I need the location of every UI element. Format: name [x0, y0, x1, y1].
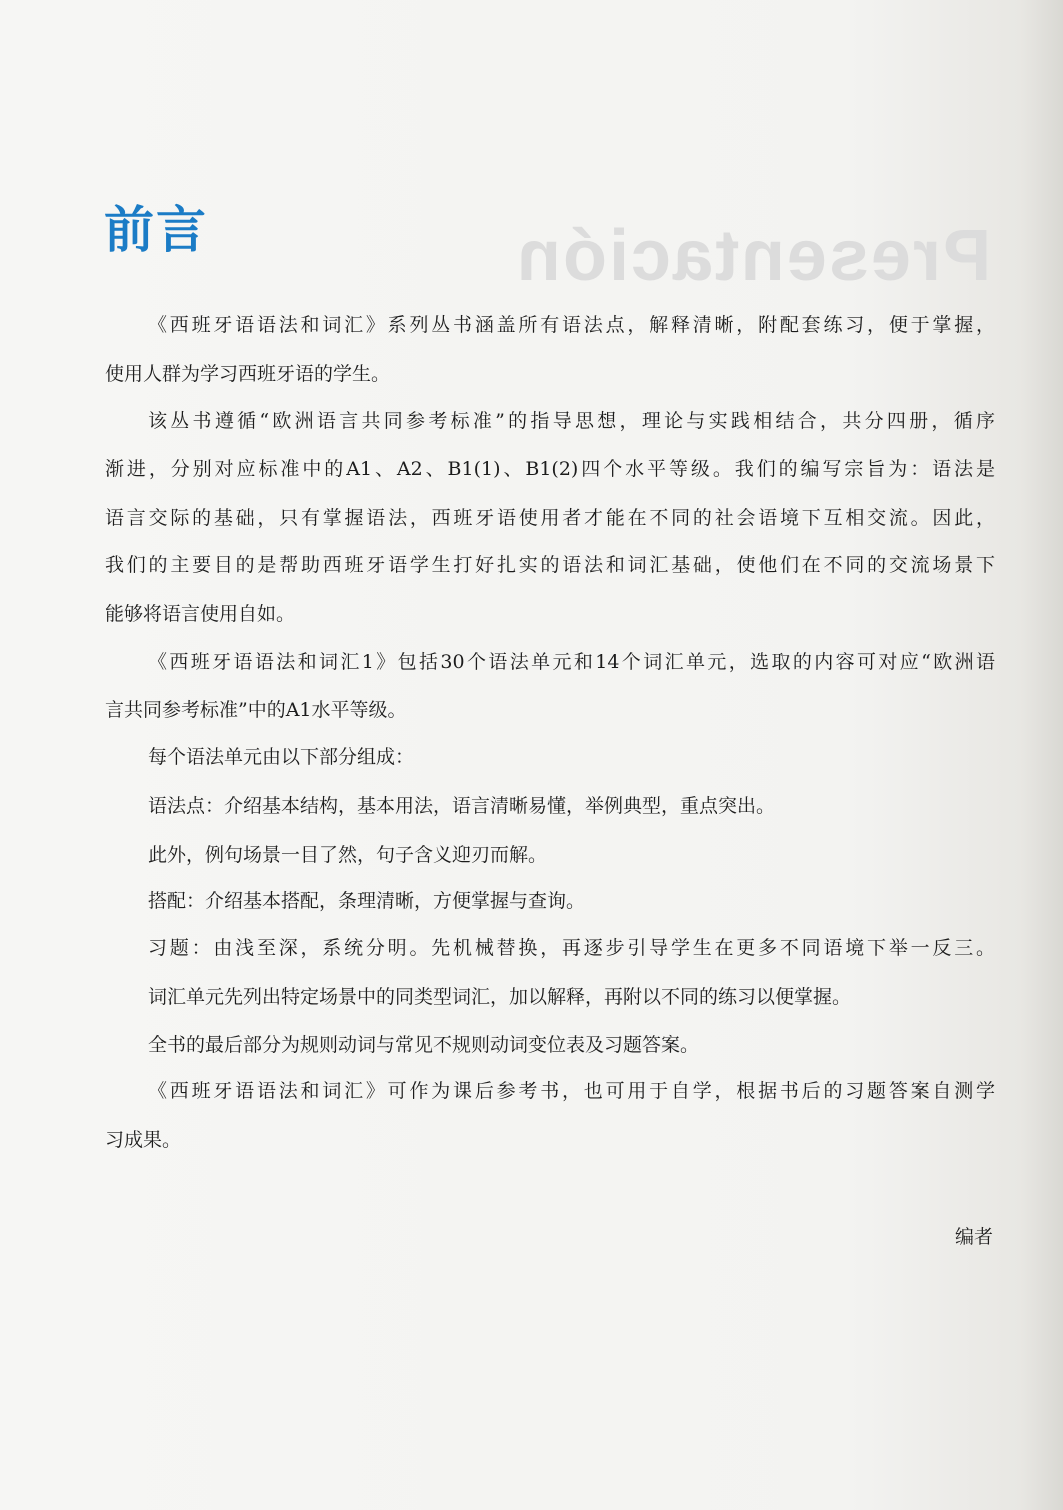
paragraph-line: 词汇单元先列出特定场景中的同类型词汇，加以解释，再附以不同的练习以便掌握。 — [148, 986, 852, 1008]
paragraph-line: 《西班牙语语法和词汇》可作为课后参考书，也可用于自学，根据书后的习题答案自测学 — [148, 1080, 995, 1102]
paragraph-line: 使用人群为学习西班牙语的学生。 — [105, 363, 391, 385]
paragraph-line: 言共同参考标准”中的A1水平等级。 — [105, 699, 407, 721]
signature: 编者 — [955, 1226, 994, 1248]
paragraph-line: 习题：由浅至深，系统分明。先机械替换，再逐步引导学生在更多不同语境下举一反三。 — [148, 937, 995, 959]
paragraph-line: 《西班牙语语法和词汇1》包括30个语法单元和14个词汇单元，选取的内容可对应“欧洲语 — [148, 651, 995, 673]
paragraph-line: 《西班牙语语法和词汇》系列丛书涵盖所有语法点，解释清晰，附配套练习，便于掌握， — [148, 314, 995, 336]
paragraph-line: 渐进，分别对应标准中的A1、A2、B1(1)、B1(2)四个水平等级。我们的编写宗旨为：语法是 — [105, 458, 995, 480]
paragraph-line: 语法点：介绍基本结构，基本用法，语言清晰易懂，举例典型，重点突出。 — [148, 795, 776, 817]
paragraph-line: 每个语法单元由以下部分组成： — [148, 746, 415, 768]
page-title: 前言 — [104, 201, 208, 259]
paragraph-line: 我们的主要目的是帮助西班牙语学生打好扎实的语法和词汇基础，使他们在不同的交流场景下 — [105, 554, 995, 576]
paragraph-line: 能够将语言使用自如。 — [105, 603, 296, 625]
paragraph-line: 全书的最后部分为规则动词与常见不规则动词变位表及习题答案。 — [148, 1034, 700, 1056]
paragraph-line: 习成果。 — [105, 1129, 182, 1151]
paragraph-line: 该丛书遵循“欧洲语言共同参考标准”的指导思想，理论与实践相结合，共分四册，循序 — [148, 410, 995, 432]
bleed-through-title: Presentación — [515, 216, 992, 296]
paragraph-line: 搭配：介绍基本搭配，条理清晰，方便掌握与查询。 — [148, 890, 586, 912]
paragraph-line: 语言交际的基础，只有掌握语法，西班牙语使用者才能在不同的社会语境下互相交流。因此， — [105, 507, 995, 529]
paragraph-line: 此外，例句场景一目了然，句子含义迎刃而解。 — [148, 844, 548, 866]
